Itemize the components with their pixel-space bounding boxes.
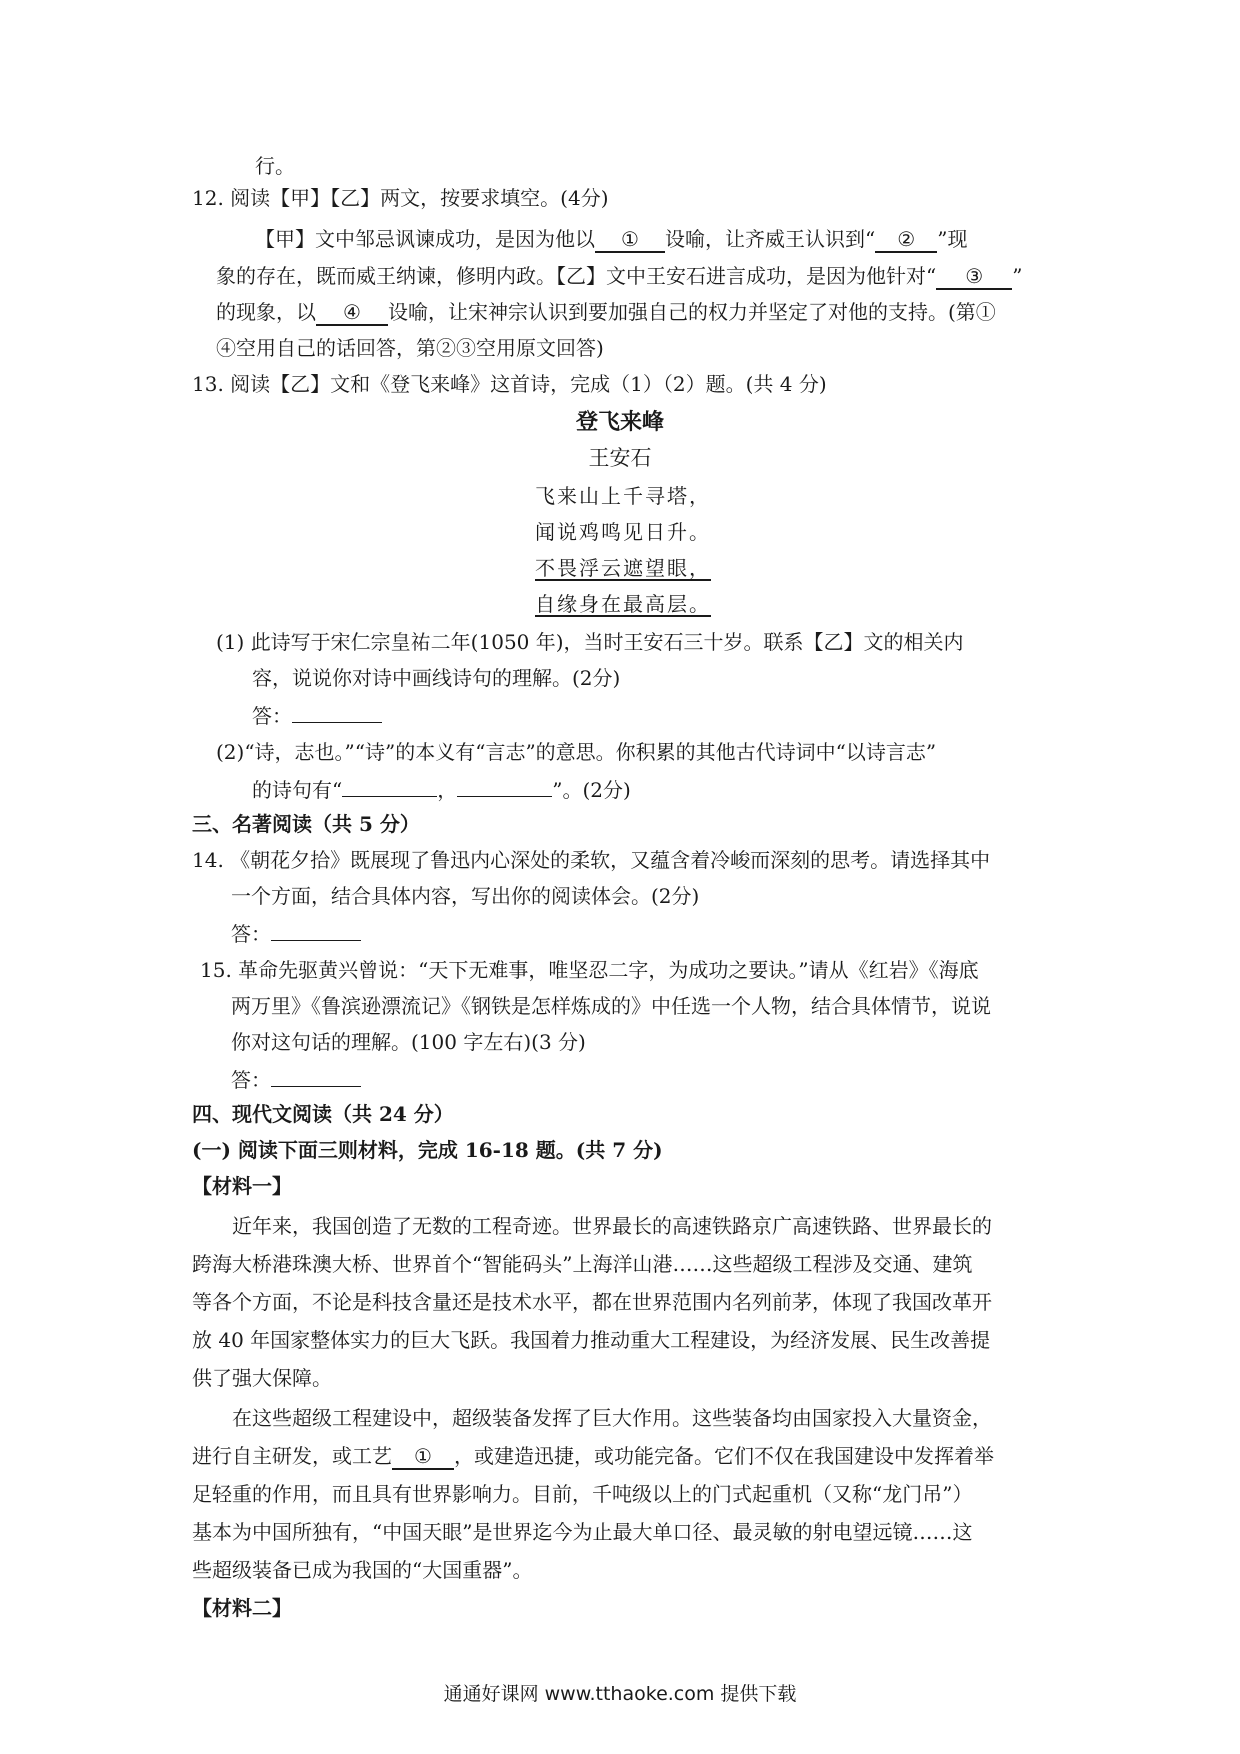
q13-sub2-text-c: ”。(2分) bbox=[552, 778, 631, 802]
q15-line3: 你对这句话的理解。(100 字左右)(3 分) bbox=[231, 1030, 586, 1054]
q12-line1-text-c: ”现 bbox=[937, 227, 968, 251]
m1-p1-line3: 等各个方面，不论是科技含量还是技术水平，都在世界范围内名列前茅，体现了我国改革开 bbox=[192, 1290, 992, 1314]
q12-line2 bbox=[216, 262, 1022, 290]
material2-label: 【材料二】 bbox=[192, 1596, 292, 1620]
q12-line4: ④空用自己的话回答，第②③空用原文回答) bbox=[216, 336, 604, 360]
q12-stem: 12. 阅读【甲】【乙】两文，按要求填空。(4分) bbox=[192, 186, 609, 210]
q13-sub2-line1: (2)“诗，志也。”“诗”的本义有“言志”的意思。你积累的其他古代诗词中“以诗言志” bbox=[216, 740, 937, 764]
answer-label: 答： bbox=[252, 704, 292, 728]
q14-line2: 一个方面，结合具体内容，写出你的阅读体会。(2分) bbox=[231, 884, 700, 908]
m1-p1-line5: 供了强大保障。 bbox=[192, 1366, 332, 1390]
poem-line-2: 闻说鸡鸣见日升。 bbox=[535, 520, 711, 544]
m1-p2-line5: 些超级装备已成为我国的“大国重器”。 bbox=[192, 1558, 533, 1582]
q11-tail: 行。 bbox=[255, 154, 295, 178]
verse-blank-2[interactable] bbox=[457, 774, 552, 797]
section3-heading: 三、名著阅读（共 5 分） bbox=[192, 812, 420, 836]
poem-title: 登飞来峰 bbox=[575, 409, 664, 435]
q15-line1: 15. 革命先驱黄兴曾说：“天下无难事，唯坚忍二字，为成功之要诀。”请从《红岩》《海底 bbox=[200, 958, 979, 982]
q12-blank-4: ④ bbox=[316, 300, 388, 326]
q13-sub1-line1: (1) 此诗写于宋仁宗皇祐二年(1050 年)，当时王安石三十岁。联系【乙】文的相关内 bbox=[216, 630, 964, 654]
poem-author: 王安石 bbox=[588, 446, 652, 470]
answer-label: 答： bbox=[231, 1068, 271, 1092]
q13-sub1-answer bbox=[252, 700, 382, 730]
q13-stem: 13. 阅读【乙】文和《登飞来峰》这首诗，完成（1）（2）题。(共 4 分) bbox=[192, 372, 827, 396]
section4-subheading: (一) 阅读下面三则材料，完成 16-18 题。(共 7 分) bbox=[192, 1138, 663, 1162]
q12-line2-text-a: 象的存在，既而威王纳谏，修明内政。【乙】文中王安石进言成功，是因为他针对“ bbox=[216, 264, 937, 288]
m1-p2-text-a: 进行自主研发，或工艺 bbox=[192, 1444, 392, 1468]
q12-line3-text-a: 的现象，以 bbox=[216, 300, 316, 324]
q12-line1 bbox=[255, 225, 967, 253]
m1-p1-line1: 近年来，我国创造了无数的工程奇迹。世界最长的高速铁路京广高速铁路、世界最长的 bbox=[232, 1214, 992, 1238]
section4-heading: 四、现代文阅读（共 24 分） bbox=[192, 1102, 454, 1126]
q13-sub1-line2: 容，说说你对诗中画线诗句的理解。(2分) bbox=[252, 666, 621, 690]
m1-p2-text-b: ，或建造迅捷，或功能完备。它们不仅在我国建设中发挥着举 bbox=[454, 1444, 994, 1468]
q12-blank-3: ③ bbox=[936, 264, 1012, 290]
answer-blank[interactable] bbox=[271, 1064, 361, 1087]
q12-line2-text-b: ” bbox=[1012, 264, 1023, 288]
answer-blank[interactable] bbox=[271, 918, 361, 941]
verse-blank-1[interactable] bbox=[342, 774, 437, 797]
q12-line1-text-b: 设喻，让齐威王认识到“ bbox=[665, 227, 876, 251]
m1-p2-line4: 基本为中国所独有，“中国天眼”是世界迄今为止最大单口径、最灵敏的射电望远镜……这 bbox=[192, 1520, 973, 1544]
poem-line-4-underlined: 自缘身在最高层。 bbox=[535, 592, 711, 616]
q13-sub2-line2 bbox=[252, 774, 631, 804]
m1-p2-line3: 足轻重的作用，而且具有世界影响力。目前，千吨级以上的门式起重机（又称“龙门吊”） bbox=[192, 1482, 973, 1506]
m1-p1-line2: 跨海大桥港珠澳大桥、世界首个“智能码头”上海洋山港……这些超级工程涉及交通、建筑 bbox=[192, 1252, 973, 1276]
q15-answer bbox=[231, 1064, 361, 1094]
answer-blank[interactable] bbox=[292, 700, 382, 723]
q12-line1-text-a: 【甲】文中邹忌讽谏成功，是因为他以 bbox=[255, 227, 595, 251]
m1-blank-1: ① bbox=[392, 1444, 454, 1470]
q13-sub2-text-b: ， bbox=[437, 778, 458, 802]
m1-p1-line4: 放 40 年国家整体实力的巨大飞跃。我国着力推动重大工程建设，为经济发展、民生改善提 bbox=[192, 1328, 991, 1352]
q14-line1: 14. 《朝花夕拾》既展现了鲁迅内心深处的柔软，又蕴含着冷峻而深刻的思考。请选择其中 bbox=[192, 848, 991, 872]
poem-line-3-underlined: 不畏浮云遮望眼， bbox=[535, 556, 711, 580]
q13-sub2-text-a: 的诗句有“ bbox=[252, 778, 343, 802]
material1-label: 【材料一】 bbox=[192, 1174, 292, 1198]
q12-blank-2: ② bbox=[875, 227, 937, 253]
poem-line-1: 飞来山上千寻塔， bbox=[535, 484, 711, 508]
m1-p2-line2 bbox=[192, 1442, 994, 1470]
page-footer: 通通好课网 www.tthaoke.com 提供下载 bbox=[443, 1683, 797, 1705]
q12-blank-1: ① bbox=[595, 227, 665, 253]
q14-answer bbox=[231, 918, 361, 948]
q12-line3 bbox=[216, 298, 996, 326]
answer-label: 答： bbox=[231, 922, 271, 946]
q12-line3-text-b: 设喻，让宋神宗认识到要加强自己的权力并坚定了对他的支持。(第① bbox=[388, 300, 996, 324]
q15-line2: 两万里》《鲁滨逊漂流记》《钢铁是怎样炼成的》中任选一个人物，结合具体情节，说说 bbox=[231, 994, 991, 1018]
m1-p2-line1: 在这些超级工程建设中，超级装备发挥了巨大作用。这些装备均由国家投入大量资金， bbox=[232, 1406, 992, 1430]
